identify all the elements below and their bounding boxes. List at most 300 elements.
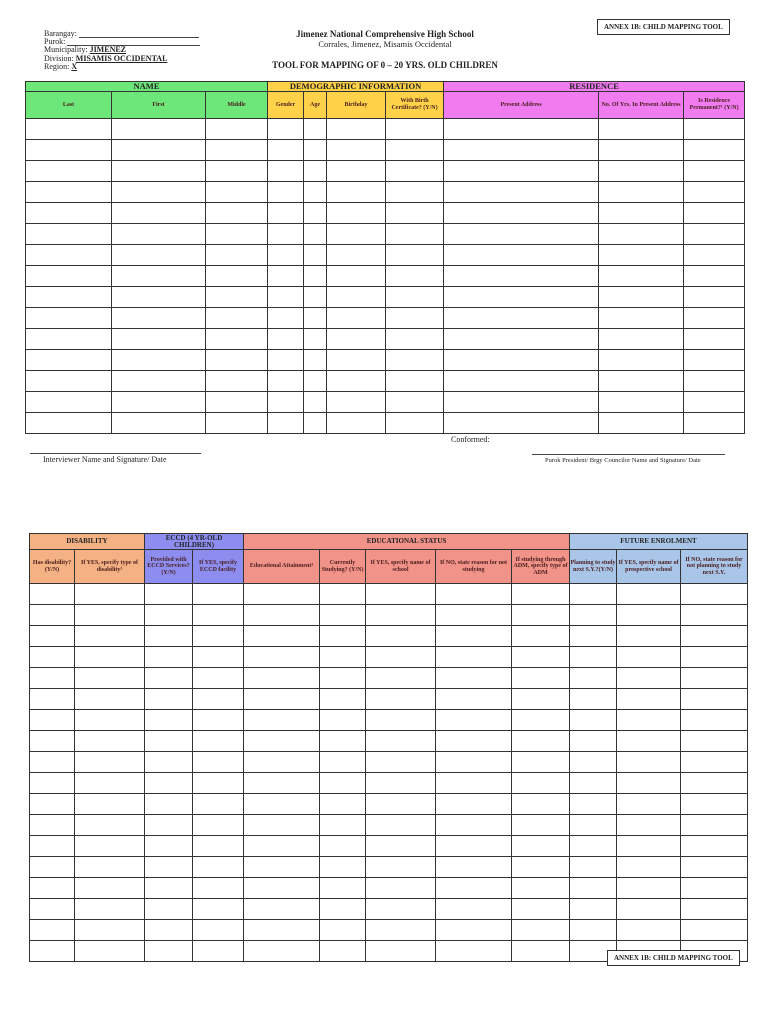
entry-cell[interactable] — [386, 266, 444, 287]
entry-cell[interactable] — [684, 371, 745, 392]
entry-cell[interactable] — [304, 266, 327, 287]
entry-cell[interactable] — [145, 836, 193, 857]
entry-cell[interactable] — [75, 689, 145, 710]
entry-cell[interactable] — [386, 413, 444, 434]
entry-cell[interactable] — [327, 329, 386, 350]
entry-cell[interactable] — [444, 266, 599, 287]
entry-cell[interactable] — [112, 203, 206, 224]
entry-cell[interactable] — [444, 224, 599, 245]
entry-cell[interactable] — [145, 857, 193, 878]
entry-cell[interactable] — [570, 689, 617, 710]
entry-cell[interactable] — [327, 161, 386, 182]
entry-cell[interactable] — [26, 329, 112, 350]
entry-cell[interactable] — [599, 203, 684, 224]
entry-cell[interactable] — [193, 857, 244, 878]
entry-cell[interactable] — [206, 119, 268, 140]
entry-cell[interactable] — [75, 668, 145, 689]
entry-cell[interactable] — [320, 857, 366, 878]
entry-cell[interactable] — [206, 182, 268, 203]
entry-cell[interactable] — [193, 794, 244, 815]
entry-cell[interactable] — [599, 182, 684, 203]
entry-cell[interactable] — [444, 119, 599, 140]
entry-cell[interactable] — [681, 689, 748, 710]
entry-cell[interactable] — [30, 668, 75, 689]
entry-cell[interactable] — [570, 878, 617, 899]
entry-cell[interactable] — [304, 287, 327, 308]
entry-cell[interactable] — [304, 140, 327, 161]
entry-cell[interactable] — [26, 140, 112, 161]
entry-cell[interactable] — [684, 329, 745, 350]
entry-cell[interactable] — [193, 605, 244, 626]
barangay-field[interactable] — [79, 30, 199, 38]
entry-cell[interactable] — [30, 731, 75, 752]
entry-cell[interactable] — [26, 119, 112, 140]
entry-cell[interactable] — [244, 857, 320, 878]
entry-cell[interactable] — [112, 392, 206, 413]
entry-cell[interactable] — [26, 245, 112, 266]
entry-cell[interactable] — [327, 182, 386, 203]
entry-cell[interactable] — [112, 287, 206, 308]
entry-cell[interactable] — [26, 287, 112, 308]
entry-cell[interactable] — [327, 119, 386, 140]
entry-cell[interactable] — [26, 308, 112, 329]
entry-cell[interactable] — [366, 710, 436, 731]
entry-cell[interactable] — [599, 224, 684, 245]
entry-cell[interactable] — [304, 371, 327, 392]
entry-cell[interactable] — [617, 584, 681, 605]
entry-cell[interactable] — [30, 584, 75, 605]
entry-cell[interactable] — [570, 710, 617, 731]
entry-cell[interactable] — [366, 920, 436, 941]
entry-cell[interactable] — [436, 941, 512, 962]
entry-cell[interactable] — [112, 245, 206, 266]
entry-cell[interactable] — [244, 878, 320, 899]
entry-cell[interactable] — [366, 605, 436, 626]
entry-cell[interactable] — [75, 605, 145, 626]
entry-cell[interactable] — [684, 224, 745, 245]
entry-cell[interactable] — [327, 224, 386, 245]
entry-cell[interactable] — [75, 752, 145, 773]
entry-cell[interactable] — [26, 413, 112, 434]
entry-cell[interactable] — [436, 857, 512, 878]
entry-cell[interactable] — [436, 731, 512, 752]
entry-cell[interactable] — [327, 266, 386, 287]
entry-cell[interactable] — [268, 413, 304, 434]
entry-cell[interactable] — [75, 773, 145, 794]
entry-cell[interactable] — [617, 815, 681, 836]
entry-cell[interactable] — [512, 878, 570, 899]
entry-cell[interactable] — [112, 224, 206, 245]
entry-cell[interactable] — [304, 350, 327, 371]
entry-cell[interactable] — [320, 836, 366, 857]
entry-cell[interactable] — [444, 371, 599, 392]
entry-cell[interactable] — [112, 161, 206, 182]
entry-cell[interactable] — [145, 668, 193, 689]
entry-cell[interactable] — [320, 647, 366, 668]
entry-cell[interactable] — [206, 140, 268, 161]
entry-cell[interactable] — [366, 836, 436, 857]
entry-cell[interactable] — [617, 878, 681, 899]
entry-cell[interactable] — [684, 140, 745, 161]
entry-cell[interactable] — [30, 836, 75, 857]
entry-cell[interactable] — [75, 626, 145, 647]
entry-cell[interactable] — [436, 689, 512, 710]
entry-cell[interactable] — [512, 815, 570, 836]
entry-cell[interactable] — [193, 668, 244, 689]
entry-cell[interactable] — [444, 140, 599, 161]
entry-cell[interactable] — [268, 392, 304, 413]
entry-cell[interactable] — [304, 119, 327, 140]
entry-cell[interactable] — [570, 836, 617, 857]
entry-cell[interactable] — [268, 245, 304, 266]
entry-cell[interactable] — [206, 308, 268, 329]
interviewer-signature-line[interactable] — [30, 453, 201, 454]
entry-cell[interactable] — [30, 689, 75, 710]
entry-cell[interactable] — [386, 245, 444, 266]
entry-cell[interactable] — [681, 920, 748, 941]
entry-cell[interactable] — [599, 161, 684, 182]
entry-cell[interactable] — [386, 140, 444, 161]
entry-cell[interactable] — [681, 605, 748, 626]
entry-cell[interactable] — [304, 161, 327, 182]
entry-cell[interactable] — [320, 794, 366, 815]
entry-cell[interactable] — [386, 203, 444, 224]
entry-cell[interactable] — [268, 161, 304, 182]
entry-cell[interactable] — [681, 584, 748, 605]
entry-cell[interactable] — [617, 731, 681, 752]
entry-cell[interactable] — [206, 203, 268, 224]
entry-cell[interactable] — [570, 899, 617, 920]
entry-cell[interactable] — [75, 815, 145, 836]
entry-cell[interactable] — [145, 752, 193, 773]
entry-cell[interactable] — [684, 308, 745, 329]
entry-cell[interactable] — [436, 899, 512, 920]
entry-cell[interactable] — [112, 140, 206, 161]
entry-cell[interactable] — [617, 689, 681, 710]
entry-cell[interactable] — [681, 857, 748, 878]
entry-cell[interactable] — [145, 794, 193, 815]
entry-cell[interactable] — [30, 752, 75, 773]
entry-cell[interactable] — [30, 815, 75, 836]
entry-cell[interactable] — [512, 584, 570, 605]
entry-cell[interactable] — [570, 668, 617, 689]
entry-cell[interactable] — [512, 710, 570, 731]
entry-cell[interactable] — [512, 899, 570, 920]
entry-cell[interactable] — [327, 140, 386, 161]
entry-cell[interactable] — [30, 710, 75, 731]
entry-cell[interactable] — [320, 710, 366, 731]
entry-cell[interactable] — [366, 941, 436, 962]
entry-cell[interactable] — [599, 371, 684, 392]
entry-cell[interactable] — [112, 119, 206, 140]
entry-cell[interactable] — [617, 668, 681, 689]
entry-cell[interactable] — [436, 647, 512, 668]
entry-cell[interactable] — [304, 413, 327, 434]
entry-cell[interactable] — [304, 308, 327, 329]
entry-cell[interactable] — [684, 350, 745, 371]
entry-cell[interactable] — [436, 836, 512, 857]
entry-cell[interactable] — [366, 668, 436, 689]
entry-cell[interactable] — [26, 182, 112, 203]
entry-cell[interactable] — [320, 920, 366, 941]
entry-cell[interactable] — [617, 605, 681, 626]
entry-cell[interactable] — [304, 224, 327, 245]
entry-cell[interactable] — [366, 794, 436, 815]
entry-cell[interactable] — [75, 941, 145, 962]
entry-cell[interactable] — [193, 941, 244, 962]
entry-cell[interactable] — [268, 287, 304, 308]
entry-cell[interactable] — [366, 773, 436, 794]
entry-cell[interactable] — [75, 731, 145, 752]
entry-cell[interactable] — [30, 878, 75, 899]
entry-cell[interactable] — [304, 329, 327, 350]
entry-cell[interactable] — [320, 731, 366, 752]
entry-cell[interactable] — [681, 815, 748, 836]
entry-cell[interactable] — [599, 329, 684, 350]
entry-cell[interactable] — [436, 752, 512, 773]
entry-cell[interactable] — [268, 203, 304, 224]
entry-cell[interactable] — [512, 773, 570, 794]
entry-cell[interactable] — [320, 752, 366, 773]
entry-cell[interactable] — [320, 941, 366, 962]
entry-cell[interactable] — [386, 392, 444, 413]
entry-cell[interactable] — [570, 626, 617, 647]
entry-cell[interactable] — [112, 350, 206, 371]
entry-cell[interactable] — [327, 350, 386, 371]
entry-cell[interactable] — [145, 878, 193, 899]
entry-cell[interactable] — [112, 413, 206, 434]
entry-cell[interactable] — [570, 794, 617, 815]
entry-cell[interactable] — [145, 710, 193, 731]
entry-cell[interactable] — [386, 308, 444, 329]
entry-cell[interactable] — [570, 731, 617, 752]
entry-cell[interactable] — [244, 710, 320, 731]
entry-cell[interactable] — [681, 731, 748, 752]
entry-cell[interactable] — [244, 605, 320, 626]
entry-cell[interactable] — [684, 245, 745, 266]
entry-cell[interactable] — [145, 689, 193, 710]
entry-cell[interactable] — [617, 899, 681, 920]
entry-cell[interactable] — [599, 287, 684, 308]
entry-cell[interactable] — [684, 119, 745, 140]
entry-cell[interactable] — [327, 245, 386, 266]
entry-cell[interactable] — [26, 161, 112, 182]
entry-cell[interactable] — [26, 392, 112, 413]
entry-cell[interactable] — [26, 203, 112, 224]
entry-cell[interactable] — [570, 584, 617, 605]
entry-cell[interactable] — [30, 941, 75, 962]
entry-cell[interactable] — [75, 647, 145, 668]
entry-cell[interactable] — [366, 689, 436, 710]
entry-cell[interactable] — [386, 350, 444, 371]
entry-cell[interactable] — [444, 182, 599, 203]
entry-cell[interactable] — [512, 941, 570, 962]
entry-cell[interactable] — [30, 920, 75, 941]
entry-cell[interactable] — [112, 266, 206, 287]
entry-cell[interactable] — [244, 941, 320, 962]
entry-cell[interactable] — [193, 689, 244, 710]
entry-cell[interactable] — [206, 329, 268, 350]
entry-cell[interactable] — [512, 794, 570, 815]
entry-cell[interactable] — [206, 161, 268, 182]
entry-cell[interactable] — [75, 899, 145, 920]
entry-cell[interactable] — [268, 329, 304, 350]
entry-cell[interactable] — [193, 710, 244, 731]
entry-cell[interactable] — [320, 815, 366, 836]
entry-cell[interactable] — [193, 584, 244, 605]
entry-cell[interactable] — [617, 857, 681, 878]
entry-cell[interactable] — [681, 836, 748, 857]
entry-cell[interactable] — [206, 245, 268, 266]
entry-cell[interactable] — [599, 413, 684, 434]
entry-cell[interactable] — [193, 752, 244, 773]
entry-cell[interactable] — [193, 878, 244, 899]
entry-cell[interactable] — [366, 584, 436, 605]
entry-cell[interactable] — [366, 626, 436, 647]
entry-cell[interactable] — [684, 392, 745, 413]
entry-cell[interactable] — [320, 584, 366, 605]
entry-cell[interactable] — [268, 266, 304, 287]
entry-cell[interactable] — [617, 752, 681, 773]
entry-cell[interactable] — [26, 350, 112, 371]
entry-cell[interactable] — [244, 920, 320, 941]
entry-cell[interactable] — [268, 140, 304, 161]
entry-cell[interactable] — [244, 794, 320, 815]
entry-cell[interactable] — [244, 899, 320, 920]
entry-cell[interactable] — [268, 371, 304, 392]
entry-cell[interactable] — [599, 266, 684, 287]
entry-cell[interactable] — [366, 857, 436, 878]
entry-cell[interactable] — [268, 224, 304, 245]
entry-cell[interactable] — [436, 878, 512, 899]
entry-cell[interactable] — [512, 857, 570, 878]
entry-cell[interactable] — [75, 920, 145, 941]
entry-cell[interactable] — [268, 182, 304, 203]
entry-cell[interactable] — [681, 878, 748, 899]
entry-cell[interactable] — [145, 815, 193, 836]
entry-cell[interactable] — [684, 182, 745, 203]
entry-cell[interactable] — [206, 287, 268, 308]
entry-cell[interactable] — [193, 836, 244, 857]
entry-cell[interactable] — [681, 773, 748, 794]
entry-cell[interactable] — [570, 815, 617, 836]
entry-cell[interactable] — [193, 731, 244, 752]
entry-cell[interactable] — [681, 899, 748, 920]
entry-cell[interactable] — [320, 899, 366, 920]
entry-cell[interactable] — [444, 245, 599, 266]
entry-cell[interactable] — [75, 857, 145, 878]
entry-cell[interactable] — [26, 266, 112, 287]
entry-cell[interactable] — [366, 815, 436, 836]
entry-cell[interactable] — [444, 161, 599, 182]
entry-cell[interactable] — [386, 119, 444, 140]
entry-cell[interactable] — [444, 392, 599, 413]
entry-cell[interactable] — [206, 413, 268, 434]
entry-cell[interactable] — [30, 857, 75, 878]
entry-cell[interactable] — [684, 161, 745, 182]
entry-cell[interactable] — [512, 752, 570, 773]
entry-cell[interactable] — [436, 584, 512, 605]
purok-president-signature-line[interactable] — [532, 454, 725, 455]
entry-cell[interactable] — [436, 794, 512, 815]
entry-cell[interactable] — [327, 308, 386, 329]
entry-cell[interactable] — [304, 182, 327, 203]
entry-cell[interactable] — [244, 836, 320, 857]
entry-cell[interactable] — [444, 413, 599, 434]
entry-cell[interactable] — [436, 710, 512, 731]
entry-cell[interactable] — [327, 413, 386, 434]
entry-cell[interactable] — [512, 836, 570, 857]
entry-cell[interactable] — [570, 752, 617, 773]
entry-cell[interactable] — [681, 647, 748, 668]
entry-cell[interactable] — [366, 899, 436, 920]
entry-cell[interactable] — [112, 371, 206, 392]
entry-cell[interactable] — [30, 605, 75, 626]
entry-cell[interactable] — [145, 605, 193, 626]
entry-cell[interactable] — [570, 647, 617, 668]
entry-cell[interactable] — [193, 773, 244, 794]
entry-cell[interactable] — [570, 773, 617, 794]
entry-cell[interactable] — [386, 224, 444, 245]
entry-cell[interactable] — [681, 626, 748, 647]
entry-cell[interactable] — [244, 626, 320, 647]
entry-cell[interactable] — [327, 371, 386, 392]
entry-cell[interactable] — [268, 350, 304, 371]
entry-cell[interactable] — [512, 626, 570, 647]
entry-cell[interactable] — [617, 836, 681, 857]
entry-cell[interactable] — [206, 266, 268, 287]
entry-cell[interactable] — [145, 731, 193, 752]
entry-cell[interactable] — [26, 224, 112, 245]
entry-cell[interactable] — [599, 245, 684, 266]
entry-cell[interactable] — [193, 899, 244, 920]
entry-cell[interactable] — [268, 119, 304, 140]
entry-cell[interactable] — [268, 308, 304, 329]
entry-cell[interactable] — [617, 920, 681, 941]
entry-cell[interactable] — [244, 584, 320, 605]
entry-cell[interactable] — [75, 878, 145, 899]
entry-cell[interactable] — [599, 140, 684, 161]
entry-cell[interactable] — [681, 710, 748, 731]
entry-cell[interactable] — [193, 815, 244, 836]
entry-cell[interactable] — [366, 878, 436, 899]
entry-cell[interactable] — [570, 920, 617, 941]
entry-cell[interactable] — [512, 689, 570, 710]
entry-cell[interactable] — [444, 203, 599, 224]
entry-cell[interactable] — [366, 647, 436, 668]
entry-cell[interactable] — [436, 668, 512, 689]
entry-cell[interactable] — [599, 392, 684, 413]
entry-cell[interactable] — [512, 731, 570, 752]
entry-cell[interactable] — [684, 413, 745, 434]
entry-cell[interactable] — [145, 920, 193, 941]
entry-cell[interactable] — [112, 329, 206, 350]
entry-cell[interactable] — [327, 203, 386, 224]
entry-cell[interactable] — [599, 308, 684, 329]
entry-cell[interactable] — [75, 710, 145, 731]
entry-cell[interactable] — [206, 224, 268, 245]
entry-cell[interactable] — [145, 647, 193, 668]
entry-cell[interactable] — [444, 329, 599, 350]
entry-cell[interactable] — [570, 605, 617, 626]
entry-cell[interactable] — [30, 626, 75, 647]
entry-cell[interactable] — [244, 647, 320, 668]
entry-cell[interactable] — [366, 731, 436, 752]
entry-cell[interactable] — [681, 668, 748, 689]
entry-cell[interactable] — [320, 668, 366, 689]
entry-cell[interactable] — [617, 773, 681, 794]
entry-cell[interactable] — [304, 203, 327, 224]
